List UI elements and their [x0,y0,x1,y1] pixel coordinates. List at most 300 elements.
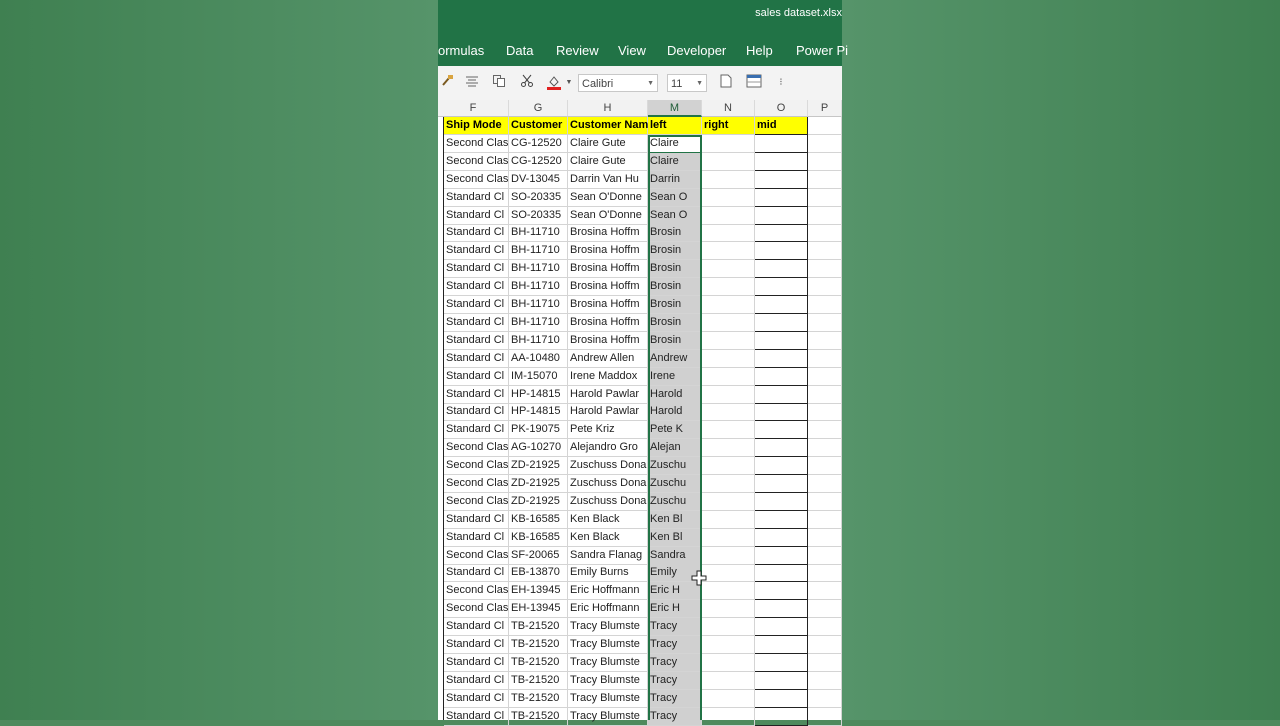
cell-mid[interactable] [755,386,808,404]
cell-customer-id[interactable]: SO-20335 [509,189,568,207]
cell-ship-mode[interactable]: Standard Cl [444,350,509,368]
cell-p[interactable] [808,672,842,690]
cell-ship-mode[interactable]: Standard Cl [444,511,509,529]
cell-customer-id[interactable]: TB-21520 [509,672,568,690]
cell-customer-name[interactable]: Sean O'Donne [568,207,648,225]
cell-p[interactable] [808,171,842,189]
chevron-down-icon: ▼ [696,80,703,87]
cell-left[interactable]: Brosin [648,260,702,278]
cell-ship-mode[interactable]: Standard Cl [444,421,509,439]
cell-ship-mode[interactable]: Second Clas [444,135,509,153]
cell-customer-id[interactable]: EH-13945 [509,582,568,600]
cell-customer-id[interactable]: IM-15070 [509,368,568,386]
more-icon[interactable]: ⁝ [779,77,783,88]
tab-formulas[interactable]: ormulas [438,43,485,58]
cell-customer-id[interactable]: EB-13870 [509,564,568,582]
align-icon[interactable] [463,74,481,92]
cell-p[interactable] [808,582,842,600]
cell-ship-mode[interactable]: Standard Cl [444,224,509,242]
cell-customer-name[interactable]: Tracy Blumste [568,636,648,654]
cell-ship-mode[interactable]: Standard Cl [444,332,509,350]
cell-customer-name[interactable]: Tracy Blumste [568,654,648,672]
cell-ship-mode[interactable]: Standard Cl [444,207,509,225]
cell-p[interactable] [808,224,842,242]
cell-customer-name[interactable]: Pete Kriz [568,421,648,439]
cell-mid[interactable] [755,582,808,600]
cell-right[interactable] [702,439,755,457]
cell-p[interactable] [808,600,842,618]
cell-customer-id[interactable]: CG-12520 [509,135,568,153]
tab-developer[interactable]: Developer [667,43,727,58]
cell-right[interactable] [702,135,755,153]
cell-right[interactable] [702,582,755,600]
cell-p[interactable] [808,332,842,350]
cell-customer-id[interactable]: BH-11710 [509,314,568,332]
cell-customer-name[interactable]: Tracy Blumste [568,708,648,726]
cell-mid[interactable] [755,189,808,207]
cell-right[interactable] [702,493,755,511]
cell-p[interactable] [808,564,842,582]
cell-mid[interactable] [755,618,808,636]
cell-right[interactable] [702,421,755,439]
table-left-border [443,117,444,720]
cell-mid[interactable] [755,547,808,565]
cell-customer-name[interactable]: Sandra Flanag [568,547,648,565]
cell-left[interactable]: Harold [648,386,702,404]
cell-p[interactable] [808,475,842,493]
cell-customer-name[interactable]: Ken Black [568,529,648,547]
copy-icon[interactable] [490,74,508,92]
chevron-down-icon: ▼ [647,80,654,87]
video-background-left [0,0,438,720]
cell-ship-mode[interactable]: Standard Cl [444,403,509,421]
cell-p[interactable] [808,618,842,636]
cell-mid[interactable] [755,511,808,529]
cell-right[interactable] [702,618,755,636]
cell-ship-mode[interactable]: Second Clas [444,493,509,511]
cell-p[interactable] [808,493,842,511]
cell-ship-mode[interactable]: Second Clas [444,457,509,475]
column-header-p[interactable]: P [808,100,842,117]
table-row [438,278,842,296]
cell-mid[interactable] [755,224,808,242]
cell-customer-id[interactable]: TB-21520 [509,708,568,726]
cell-customer-id[interactable]: TB-21520 [509,654,568,672]
cell-customer-id[interactable]: BH-11710 [509,332,568,350]
cell-customer-name[interactable]: Emily Burns [568,564,648,582]
cell-customer-name[interactable]: Brosina Hoffm [568,296,648,314]
cell-right[interactable] [702,296,755,314]
cell-mid[interactable] [755,636,808,654]
cell-right[interactable] [702,386,755,404]
cell-mid[interactable] [755,296,808,314]
cell-p[interactable] [808,296,842,314]
cell-right[interactable] [702,457,755,475]
tab-view[interactable]: View [618,43,646,58]
cell-left[interactable]: Andrew [648,350,702,368]
tab-data[interactable]: Data [506,43,534,58]
cell-ship-mode[interactable]: Second Clas [444,153,509,171]
cell-left[interactable]: Brosin [648,332,702,350]
cell-ship-mode[interactable]: Standard Cl [444,368,509,386]
table-row [438,547,842,565]
cell-right[interactable] [702,547,755,565]
column-header-h[interactable]: H [568,100,648,117]
cell-left[interactable]: Brosin [648,242,702,260]
cell-right[interactable] [702,278,755,296]
cell-p[interactable] [808,708,842,726]
cell-customer-name[interactable]: Irene Maddox [568,368,648,386]
cell-customer-id[interactable]: AA-10480 [509,350,568,368]
cell-ship-mode[interactable]: Standard Cl [444,690,509,708]
cell-customer-id[interactable]: ZD-21925 [509,457,568,475]
format-painter-icon[interactable] [438,74,456,92]
cell-right[interactable] [702,529,755,547]
cell-ship-mode[interactable]: Standard Cl [444,636,509,654]
cell-right[interactable] [702,708,755,726]
cell-customer-name[interactable]: Brosina Hoffm [568,332,648,350]
cell-customer-name[interactable]: Claire Gute [568,135,648,153]
cell-customer-id[interactable]: TB-21520 [509,618,568,636]
column-header-n[interactable]: N [702,100,755,117]
header-cell-customer-id[interactable]: Customer [509,117,568,135]
cell-customer-id[interactable]: DV-13045 [509,171,568,189]
cell-p[interactable] [808,439,842,457]
column-header-m[interactable]: M [648,100,702,117]
cell-left[interactable]: Brosin [648,224,702,242]
cell-mid[interactable] [755,493,808,511]
header-cell-left[interactable]: left [648,117,702,135]
cell-ship-mode[interactable]: Standard Cl [444,296,509,314]
cell-p[interactable] [808,189,842,207]
fill-color-dropdown-icon[interactable]: ▼ [565,79,573,86]
table-row [438,332,842,350]
table-row [438,439,842,457]
cell-mid[interactable] [755,403,808,421]
cell-customer-id[interactable]: ZD-21925 [509,493,568,511]
font-size-value: 11 [671,78,683,90]
cell-p[interactable] [808,654,842,672]
font-size-dropdown[interactable] [667,74,707,92]
header-cell-customer-name[interactable]: Customer Nam [568,117,648,135]
cell-cursor-icon [692,571,706,585]
cell-p[interactable] [808,350,842,368]
cell-p[interactable] [808,529,842,547]
header-cell-p[interactable] [808,117,842,135]
table-row [438,207,842,225]
table-row [438,672,842,690]
cell-customer-id[interactable]: BH-11710 [509,296,568,314]
cell-customer-id[interactable]: CG-12520 [509,153,568,171]
cell-left[interactable]: Tracy [648,690,702,708]
column-header-g[interactable]: G [509,100,568,117]
cell-mid[interactable] [755,368,808,386]
cell-customer-name[interactable]: Tracy Blumste [568,690,648,708]
table-row [438,493,842,511]
table-row [438,403,842,421]
video-background-right [842,0,1280,720]
cell-customer-name[interactable]: Zuschuss Dona [568,493,648,511]
cell-ship-mode[interactable]: Standard Cl [444,314,509,332]
cell-right[interactable] [702,153,755,171]
table-row [438,260,842,278]
cell-left[interactable]: Claire [648,153,702,171]
cell-p[interactable] [808,690,842,708]
cell-ship-mode[interactable]: Standard Cl [444,618,509,636]
cell-p[interactable] [808,421,842,439]
cell-ship-mode[interactable]: Standard Cl [444,564,509,582]
cell-right[interactable] [702,672,755,690]
cell-customer-name[interactable]: Eric Hoffmann [568,600,648,618]
cell-right[interactable] [702,654,755,672]
cell-customer-name[interactable]: Brosina Hoffm [568,224,648,242]
cell-customer-name[interactable]: Sean O'Donne [568,189,648,207]
cell-ship-mode[interactable]: Standard Cl [444,242,509,260]
cut-icon[interactable] [518,74,536,92]
cell-left[interactable]: Tracy [648,618,702,636]
cell-ship-mode[interactable]: Standard Cl [444,386,509,404]
cell-right[interactable] [702,636,755,654]
cell-left[interactable]: Tracy [648,636,702,654]
cell-customer-id[interactable]: HP-14815 [509,403,568,421]
cell-left[interactable]: Eric H [648,582,702,600]
cell-left[interactable]: Zuschu [648,475,702,493]
cell-customer-id[interactable]: HP-14815 [509,386,568,404]
table-row [438,564,842,582]
cell-left[interactable]: Claire [648,135,702,153]
cell-mid[interactable] [755,207,808,225]
cell-ship-mode[interactable]: Second Clas [444,439,509,457]
cell-ship-mode[interactable]: Standard Cl [444,708,509,726]
table-row [438,690,842,708]
cell-customer-name[interactable]: Harold Pawlar [568,386,648,404]
cell-right[interactable] [702,314,755,332]
cell-left[interactable]: Sean O [648,207,702,225]
cell-mid[interactable] [755,600,808,618]
cell-customer-id[interactable]: BH-11710 [509,242,568,260]
cell-left[interactable]: Tracy [648,654,702,672]
cell-customer-name[interactable]: Brosina Hoffm [568,242,648,260]
cell-right[interactable] [702,332,755,350]
cell-p[interactable] [808,135,842,153]
cell-customer-id[interactable]: SF-20065 [509,547,568,565]
table-row [438,618,842,636]
cell-right[interactable] [702,171,755,189]
quick-toolbar [438,66,842,101]
cell-p[interactable] [808,314,842,332]
cell-left[interactable]: Harold [648,403,702,421]
cell-left[interactable]: Brosin [648,296,702,314]
page-icon[interactable] [717,74,735,92]
cell-left[interactable]: Darrin [648,171,702,189]
cell-left[interactable]: Ken Bl [648,511,702,529]
cell-mid[interactable] [755,564,808,582]
cell-right[interactable] [702,224,755,242]
cell-left[interactable]: Sean O [648,189,702,207]
cell-customer-name[interactable]: Tracy Blumste [568,672,648,690]
cell-mid[interactable] [755,260,808,278]
cell-mid[interactable] [755,457,808,475]
cell-customer-name[interactable]: Brosina Hoffm [568,314,648,332]
cell-customer-id[interactable]: AG-10270 [509,439,568,457]
cell-customer-name[interactable]: Zuschuss Dona [568,475,648,493]
cell-mid[interactable] [755,350,808,368]
cell-ship-mode[interactable]: Second Clas [444,171,509,189]
cell-left[interactable]: Eric H [648,600,702,618]
cell-right[interactable] [702,600,755,618]
column-header-f[interactable]: F [438,100,509,117]
cell-p[interactable] [808,386,842,404]
cell-mid[interactable] [755,278,808,296]
cell-p[interactable] [808,153,842,171]
cell-customer-id[interactable]: BH-11710 [509,260,568,278]
cell-customer-name[interactable]: Eric Hoffmann [568,582,648,600]
table-row [438,386,842,404]
cell-left[interactable]: Tracy [648,672,702,690]
cell-p[interactable] [808,242,842,260]
window-title: sales dataset.xlsx [755,7,842,19]
cell-p[interactable] [808,636,842,654]
cell-mid[interactable] [755,421,808,439]
cell-ship-mode[interactable]: Standard Cl [444,260,509,278]
cell-ship-mode[interactable]: Second Clas [444,475,509,493]
worksheet-grid[interactable] [438,117,842,720]
table-row [438,457,842,475]
cell-mid[interactable] [755,708,808,726]
cell-p[interactable] [808,403,842,421]
header-cell-mid[interactable]: mid [755,117,808,135]
cell-customer-name[interactable]: Tracy Blumste [568,618,648,636]
cell-left[interactable]: Irene [648,368,702,386]
cell-customer-name[interactable]: Claire Gute [568,153,648,171]
cell-left[interactable]: Zuschu [648,457,702,475]
cell-left[interactable]: Zuschu [648,493,702,511]
cell-customer-id[interactable]: BH-11710 [509,278,568,296]
cell-customer-id[interactable]: KB-16585 [509,511,568,529]
cell-ship-mode[interactable]: Standard Cl [444,278,509,296]
cell-customer-id[interactable]: TB-21520 [509,636,568,654]
header-cell-right[interactable]: right [702,117,755,135]
tab-power-pivot[interactable]: Power Pi [796,43,849,58]
cell-customer-id[interactable]: BH-11710 [509,224,568,242]
cell-right[interactable] [702,242,755,260]
cell-ship-mode[interactable]: Second Clas [444,582,509,600]
cell-right[interactable] [702,368,755,386]
cell-ship-mode[interactable]: Second Clas [444,547,509,565]
cell-right[interactable] [702,690,755,708]
cell-right[interactable] [702,207,755,225]
font-name-dropdown[interactable] [578,74,658,92]
cell-right[interactable] [702,511,755,529]
cell-customer-id[interactable]: PK-19075 [509,421,568,439]
ribbon-tabs [438,34,849,66]
cell-customer-id[interactable]: EH-13945 [509,600,568,618]
cell-mid[interactable] [755,332,808,350]
cell-customer-name[interactable]: Zuschuss Dona [568,457,648,475]
cell-mid[interactable] [755,690,808,708]
cell-customer-name[interactable]: Brosina Hoffm [568,260,648,278]
cell-p[interactable] [808,260,842,278]
cell-left[interactable]: Emily [648,564,702,582]
cell-left[interactable]: Tracy [648,708,702,726]
cell-p[interactable] [808,547,842,565]
cell-mid[interactable] [755,171,808,189]
table-row [438,153,842,171]
cell-ship-mode[interactable]: Standard Cl [444,654,509,672]
column-header-o[interactable]: O [755,100,808,117]
table-row [438,171,842,189]
cell-mid[interactable] [755,439,808,457]
header-cell-ship-mode[interactable]: Ship Mode [444,117,509,135]
cell-mid[interactable] [755,672,808,690]
cell-customer-name[interactable]: Brosina Hoffm [568,278,648,296]
cell-mid[interactable] [755,654,808,672]
tab-help[interactable]: Help [746,43,773,58]
cell-mid[interactable] [755,242,808,260]
cell-mid[interactable] [755,475,808,493]
cell-right[interactable] [702,260,755,278]
cell-ship-mode[interactable]: Standard Cl [444,189,509,207]
cell-left[interactable]: Pete K [648,421,702,439]
cell-ship-mode[interactable]: Standard Cl [444,529,509,547]
cell-customer-id[interactable]: KB-16585 [509,529,568,547]
table-row [438,654,842,672]
cell-ship-mode[interactable]: Standard Cl [444,672,509,690]
cell-p[interactable] [808,511,842,529]
table-row [438,350,842,368]
tab-review[interactable]: Review [556,43,599,58]
cell-right[interactable] [702,189,755,207]
table-format-icon[interactable] [745,74,763,92]
cell-right[interactable] [702,403,755,421]
cell-right[interactable] [702,475,755,493]
cell-customer-name[interactable]: Harold Pawlar [568,403,648,421]
cell-customer-name[interactable]: Andrew Allen [568,350,648,368]
cell-p[interactable] [808,368,842,386]
table-row [438,511,842,529]
table-row [438,529,842,547]
cell-right[interactable] [702,350,755,368]
cell-p[interactable] [808,278,842,296]
cell-left[interactable]: Ken Bl [648,529,702,547]
cell-left[interactable]: Brosin [648,278,702,296]
cell-mid[interactable] [755,153,808,171]
cell-customer-id[interactable]: ZD-21925 [509,475,568,493]
cell-mid[interactable] [755,314,808,332]
cell-p[interactable] [808,207,842,225]
cell-mid[interactable] [755,529,808,547]
table-row [438,242,842,260]
cell-left[interactable]: Alejan [648,439,702,457]
table-row [438,421,842,439]
cell-customer-name[interactable]: Alejandro Gro [568,439,648,457]
font-name-value: Calibri [582,78,614,90]
cell-mid[interactable] [755,135,808,153]
cell-ship-mode[interactable]: Second Clas [444,600,509,618]
cell-customer-id[interactable]: SO-20335 [509,207,568,225]
cell-customer-id[interactable]: TB-21520 [509,690,568,708]
cell-right[interactable] [702,564,755,582]
cell-left[interactable]: Brosin [648,314,702,332]
table-row [438,368,842,386]
table-row [438,475,842,493]
cell-left[interactable]: Sandra [648,547,702,565]
excel-window [438,0,849,722]
cell-customer-name[interactable]: Ken Black [568,511,648,529]
cell-p[interactable] [808,457,842,475]
table-row [438,708,842,726]
cell-customer-name[interactable]: Darrin Van Hu [568,171,648,189]
